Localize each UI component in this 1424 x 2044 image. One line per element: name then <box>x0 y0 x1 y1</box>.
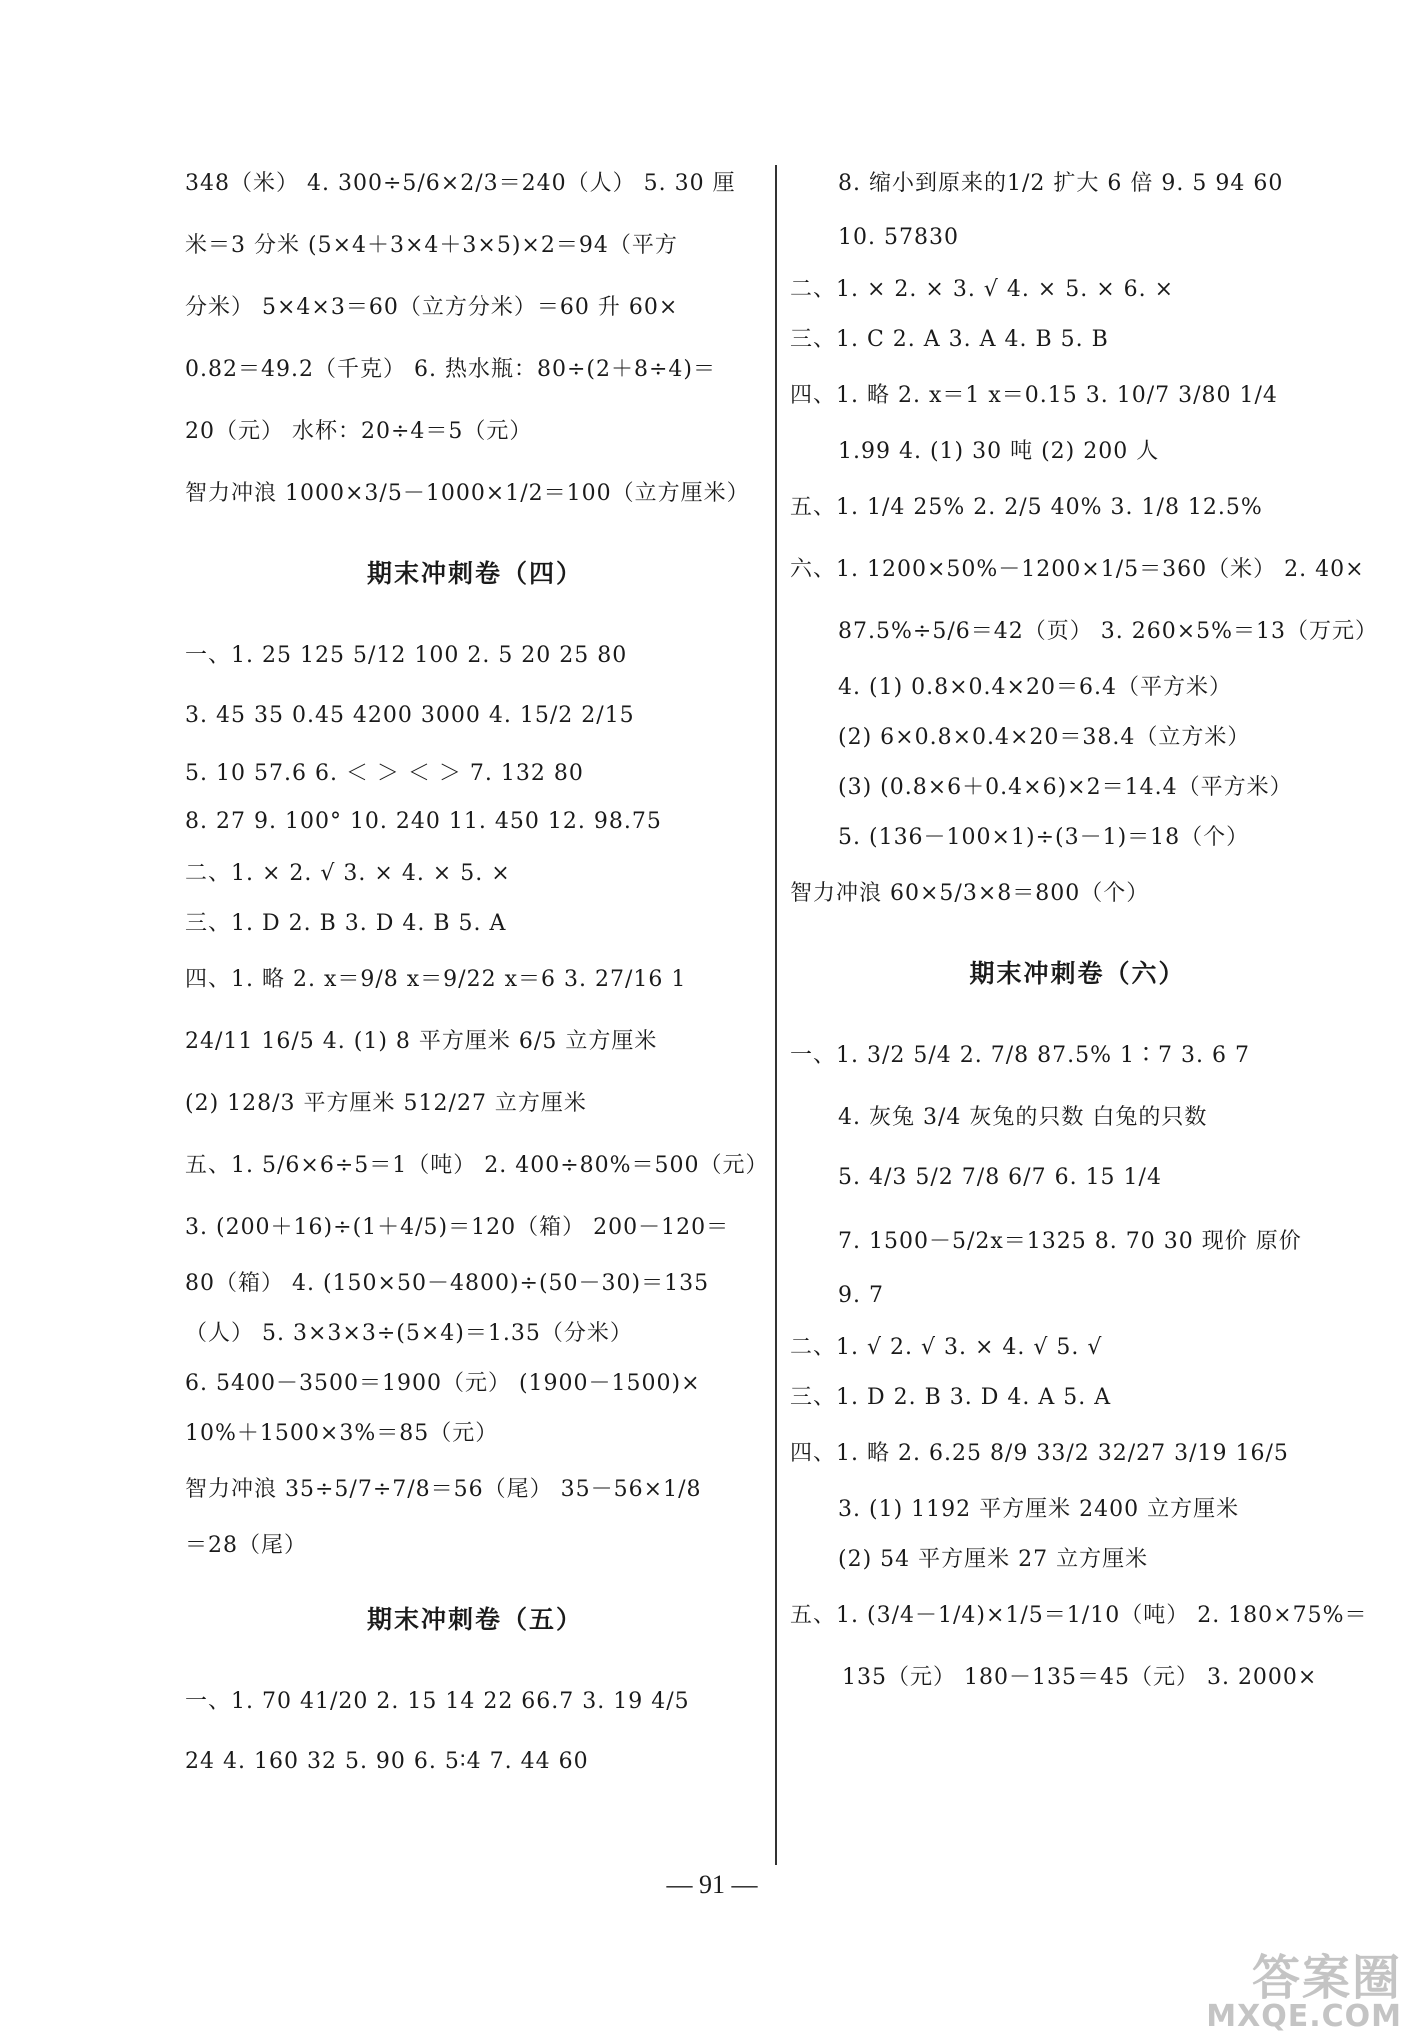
answer-line: 一、1. 25 125 5/12 100 2. 5 20 25 80 <box>185 642 628 668</box>
section-title: 期末冲刺卷（五） <box>366 1605 583 1634</box>
answer-line: 三、1. D 2. B 3. D 4. A 5. A <box>790 1384 1112 1410</box>
column-divider <box>775 165 777 1865</box>
left-column <box>185 150 769 1792</box>
answer-line: 10. 57830 <box>838 224 959 250</box>
answer-line: 五、1. 5/6×6÷5＝1（吨） 2. 400÷80%＝500（元） <box>185 1152 769 1178</box>
watermark-line2: MXQE.COM <box>1206 1999 1402 2034</box>
answer-line: 5. (136－100×1)÷(3－1)＝18（个） <box>838 824 1250 850</box>
watermark-line1: 答案圈 <box>1251 1950 1402 2006</box>
answer-line: 三、1. C 2. A 3. A 4. B 5. B <box>790 326 1109 352</box>
answer-line: 四、1. 略 2. x＝9/8 x＝9/22 x＝6 3. 27/16 1 <box>185 966 687 992</box>
answer-line: 六、1. 1200×50%－1200×1/5＝360（米） 2. 40× <box>790 556 1365 582</box>
answer-line: 二、1. × 2. √ 3. × 4. × 5. × <box>185 860 511 886</box>
answer-line: ＝28（尾） <box>185 1532 307 1558</box>
answer-line: 8. 27 9. 100° 10. 240 11. 450 12. 98.75 <box>185 808 662 834</box>
answer-line: 二、1. √ 2. √ 3. × 4. √ 5. √ <box>790 1334 1103 1360</box>
answer-line: 348（米） 4. 300÷5/6×2/3＝240（人） 5. 30 厘 <box>185 170 736 196</box>
section-title: 期末冲刺卷（六） <box>969 959 1186 988</box>
answer-line: 24 4. 160 32 5. 90 6. 5∶4 7. 44 60 <box>185 1748 589 1774</box>
answer-line: 一、1. 70 41/20 2. 15 14 22 66.7 3. 19 4/5 <box>185 1688 690 1714</box>
answer-line: 5. 4/3 5/2 7/8 6/7 6. 15 1/4 <box>838 1164 1162 1190</box>
answer-line: 3. (200＋16)÷(1＋4/5)＝120（箱） 200－120＝ <box>185 1214 730 1240</box>
answer-line: 3. (1) 1192 平方厘米 2400 立方厘米 <box>838 1496 1240 1522</box>
right-column <box>790 150 1379 1706</box>
answer-line: 4. (1) 0.8×0.4×20＝6.4（平方米） <box>838 674 1232 700</box>
answer-line: 5. 10 57.6 6. ＜ ＞ ＜ ＞ 7. 132 80 <box>185 760 584 786</box>
answer-line: (3) (0.8×6＋0.4×6)×2＝14.4（平方米） <box>838 774 1293 800</box>
answer-line: 智力冲浪 1000×3/5－1000×1/2＝100（立方厘米） <box>185 480 750 506</box>
answer-line: 4. 灰兔 3/4 灰兔的只数 白兔的只数 <box>838 1104 1208 1130</box>
answer-line: (2) 6×0.8×0.4×20＝38.4（立方米） <box>838 724 1251 750</box>
answer-line: 8. 缩小到原来的1/2 扩大 6 倍 9. 5 94 60 <box>838 170 1284 196</box>
answer-line: 0.82＝49.2（千克） 6. 热水瓶：80÷(2＋8÷4)＝ <box>185 356 716 382</box>
answer-line: 6. 5400－3500＝1900（元） (1900－1500)× <box>185 1370 701 1396</box>
answer-line: 24/11 16/5 4. (1) 8 平方厘米 6/5 立方厘米 <box>185 1028 658 1054</box>
answer-line: 87.5%÷5/6＝42（页） 3. 260×5%＝13（万元） <box>838 618 1379 644</box>
answer-line: 五、1. 1/4 25% 2. 2/5 40% 3. 1/8 12.5% <box>790 494 1263 520</box>
answer-line: 四、1. 略 2. x＝1 x＝0.15 3. 10/7 3/80 1/4 <box>790 382 1278 408</box>
answer-line: 三、1. D 2. B 3. D 4. B 5. A <box>185 910 507 936</box>
answer-line: 米＝3 分米 (5×4＋3×4＋3×5)×2＝94（平方 <box>185 232 678 258</box>
answer-line: 二、1. × 2. × 3. √ 4. × 5. × 6. × <box>790 276 1175 302</box>
answer-line: 20（元） 水杯：20÷4＝5（元） <box>185 418 533 444</box>
section-title: 期末冲刺卷（四） <box>366 559 583 588</box>
answer-line: 智力冲浪 60×5/3×8＝800（个） <box>790 880 1150 906</box>
answer-line: 80（箱） 4. (150×50－4800)÷(50－30)＝135 <box>185 1270 710 1296</box>
answer-line: 1.99 4. (1) 30 吨 (2) 200 人 <box>838 438 1160 464</box>
answer-line: 分米） 5×4×3＝60（立方分米）＝60 升 60× <box>185 294 679 320</box>
answer-line: 10%＋1500×3%＝85（元） <box>185 1420 499 1446</box>
answer-line: 9. 7 <box>838 1282 884 1308</box>
answer-line: (2) 54 平方厘米 27 立方厘米 <box>838 1546 1149 1572</box>
answer-line: 3. 45 35 0.45 4200 3000 4. 15/2 2/15 <box>185 702 635 728</box>
watermark-logo <box>1206 1950 1402 2034</box>
answer-line: 智力冲浪 35÷5/7÷7/8＝56（尾） 35－56×1/8 <box>185 1476 702 1502</box>
answer-line: （人） 5. 3×3×3÷(5×4)＝1.35（分米） <box>185 1320 633 1346</box>
answer-line: 四、1. 略 2. 6.25 8/9 33/2 32/27 3/19 16/5 <box>790 1440 1289 1466</box>
answer-line: 一、1. 3/2 5/4 2. 7/8 87.5% 1∶7 3. 6 7 <box>790 1042 1251 1068</box>
answer-line: 7. 1500－5/2x＝1325 8. 70 30 现价 原价 <box>838 1228 1302 1254</box>
answer-line: 135（元） 180－135＝45（元） 3. 2000× <box>842 1664 1318 1690</box>
answer-line: 五、1. (3/4－1/4)×1/5＝1/10（吨） 2. 180×75%＝ <box>790 1602 1368 1628</box>
answer-line: (2) 128/3 平方厘米 512/27 立方厘米 <box>185 1090 587 1116</box>
page-number: — 91 — <box>666 1870 758 1899</box>
